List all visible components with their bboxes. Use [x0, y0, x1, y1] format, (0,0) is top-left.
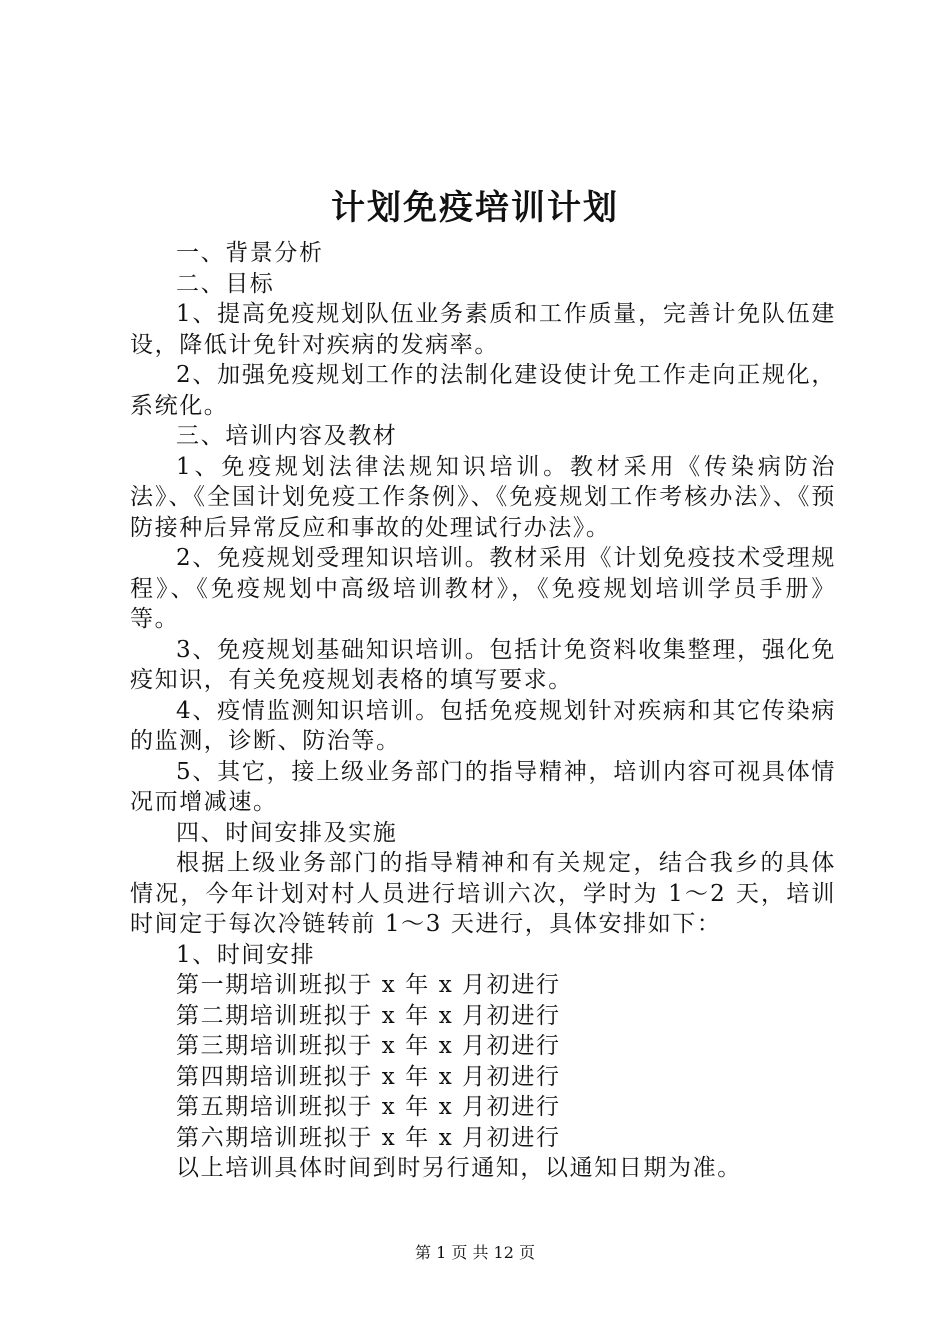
schedule-session-2: 第二期培训班拟于 x 年 x 月初进行	[176, 1002, 561, 1029]
section-heading-background: 一、背景分析	[176, 240, 324, 266]
schedule-session-5: 第五期培训班拟于 x 年 x 月初进行	[176, 1094, 561, 1120]
goal-item-1: 1、提高免疫规划队伍业务素质和工作质量，完善计免队伍建设，降低计免针对疾病的发病率。	[130, 301, 836, 358]
content-item-1: 1、免疫规划法律法规知识培训。教材采用《传染病防治法》、《全国计划免疫工作条例》、《免疫规划工作考核办法》、《预防接种后异常反应和事故的处理试行办法》。	[130, 453, 836, 541]
section-heading-schedule: 四、时间安排及实施	[176, 819, 398, 846]
section-heading-content: 三、培训内容及教材	[176, 423, 398, 449]
schedule-session-4: 第四期培训班拟于 x 年 x 月初进行	[176, 1063, 561, 1090]
schedule-note: 以上培训具体时间到时另行通知，以通知日期为准。	[176, 1155, 742, 1181]
content-item-5: 5、其它，接上级业务部门的指导精神，培训内容可视具体情况而增减速。	[130, 758, 836, 815]
section-heading-goals: 二、目标	[176, 270, 275, 297]
content-item-3: 3、免疫规划基础知识培训。包括计免资料收集整理，强化免疫知识，有关免疫规划表格的填写要求。	[130, 636, 836, 693]
goal-item-2: 2、加强免疫规划工作的法制化建设使计免工作走向正规化，系统化。	[130, 362, 836, 419]
schedule-intro: 根据上级业务部门的指导精神和有关规定，结合我乡的具体情况，今年计划对村人员进行培训六次，学时为 1～2 天，培训时间定于每次冷链转前 1～3 天进行，具体安排如下：	[130, 850, 836, 937]
schedule-session-1: 第一期培训班拟于 x 年 x 月初进行	[176, 972, 561, 998]
schedule-session-6: 第六期培训班拟于 x 年 x 月初进行	[176, 1124, 561, 1151]
content-item-2: 2、免疫规划受理知识培训。教材采用《计划免疫技术受理规程》、《免疫规划中高级培训教材》，《免疫规划培训学员手册》等。	[130, 545, 836, 632]
content-item-4: 4、疫情监测知识培训。包括免疫规划针对疾病和其它传染病的监测，诊断、防治等。	[130, 697, 836, 754]
document-body	[130, 238, 836, 1184]
schedule-session-3: 第三期培训班拟于 x 年 x 月初进行	[176, 1033, 561, 1059]
schedule-subheading: 1、时间安排	[176, 941, 316, 968]
document-title: 计划免疫培训计划	[331, 188, 619, 228]
page-number: 第 1 页 共 12 页	[415, 1243, 535, 1262]
